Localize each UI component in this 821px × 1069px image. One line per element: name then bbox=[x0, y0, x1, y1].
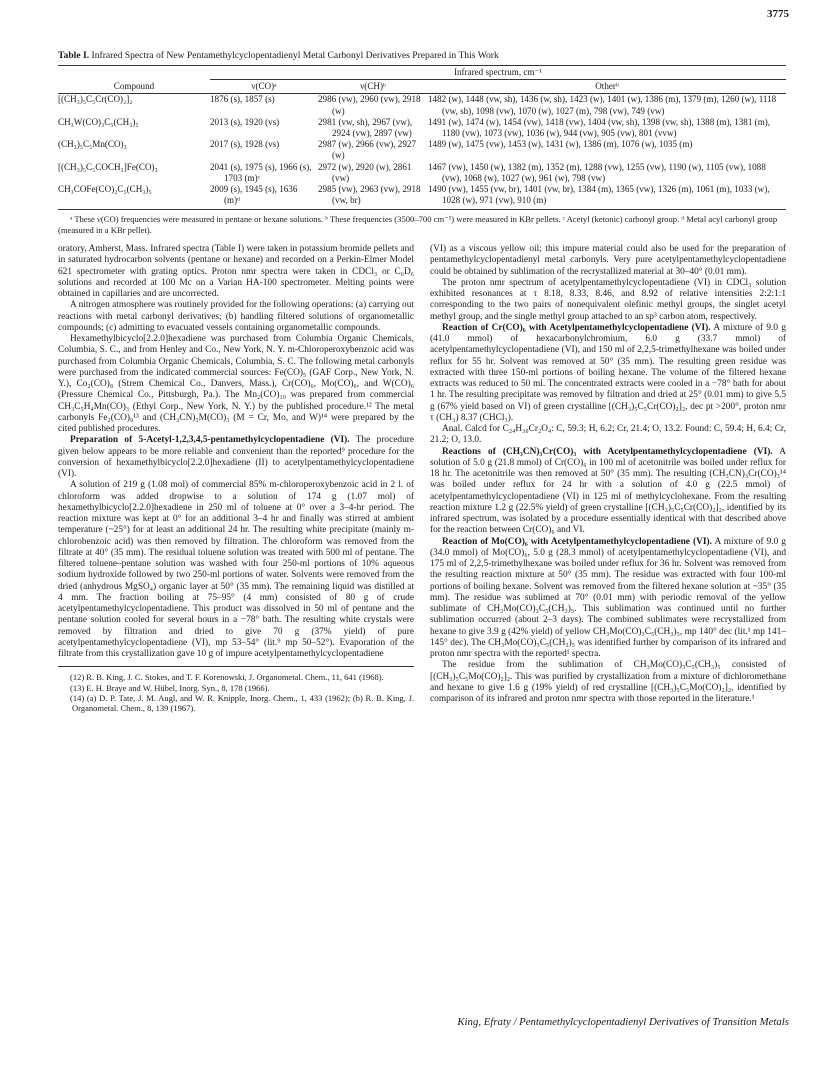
table-row bbox=[58, 162, 786, 184]
table-caption bbox=[58, 50, 786, 61]
body-columns bbox=[58, 244, 786, 713]
co-cell: 2013 (s), 1920 (vs) bbox=[210, 116, 280, 127]
co-cell: 2041 (s), 1975 (s), 1966 (s), 1703 (m)ᶜ bbox=[210, 161, 312, 183]
other-cell: 1489 (w), 1475 (vw), 1453 (w), 1431 (w), 1386 (m), 1076 (w), 1035 (m) bbox=[428, 139, 693, 150]
ch-cell: 2972 (w), 2920 (w), 2861 (vw) bbox=[318, 161, 412, 183]
section-heading: Preparation of 5-Acetyl-1,2,3,4,5-pentamethylcyclopentadiene (VI). bbox=[70, 435, 350, 446]
paragraph: (VI) as a viscous yellow oil; this impure material could also be used for the preparation of pentamethylcyclopentadienyl metal carbonyls. Very pure acetylpentamethylcyclopentadiene could be obtained by sublimation of the recrystallized material at 30–40° (0.01 mm). bbox=[430, 244, 786, 277]
paragraph: The residue from the sublimation of CH₃Mo(CO)₃C₅(CH₃)₅ consisted of [(CH₃)₅C₅Mo(CO)₂]₂. This was purified by crystallization from a mixture of dichloromethane and hexane to give 1.6 g (19% yield) of red crystalline [(CH₃)₅C₅Mo(CO)₂]₂, identified by comparison of its infrared and proton nmr spectra with those reported in the literature.¹ bbox=[430, 660, 786, 704]
reference-item: (14) (a) D. P. Tate, J. M. Augl, and W. R. Knipple, Inorg. Chem., 1, 433 (1962); (b) R. B. King, J. Organometal. Chem., 8, 139 (1967). bbox=[70, 692, 414, 714]
compound-cell: CH₃W(CO)₃C₅(CH₃)₅ bbox=[58, 116, 139, 127]
spectrum-header: Infrared spectrum, cm⁻¹ bbox=[210, 66, 786, 80]
compound-cell: CH₃COFe(CO)₂C₅(CH₃)₅ bbox=[58, 184, 152, 195]
references bbox=[58, 666, 414, 713]
compound-cell: [(CH₃)₅C₅COCH₃]Fe(CO)₃ bbox=[58, 161, 158, 172]
reference-item: (13) E. H. Braye and W. Hübel, Inorg. Syn., 8, 178 (1966). bbox=[70, 682, 270, 693]
section-heading: Reaction of Mo(CO)₆ with Acetylpentamethylcyclopentadiene (VI). bbox=[442, 536, 712, 547]
co-cell: 1876 (s), 1857 (s) bbox=[210, 94, 275, 105]
paragraph: oratory, Amherst, Mass. Infrared spectra (Table I) were taken in potassium bromide pellets and in saturated hydrocarbon solvents (pentane or hexane) and recorded on a Perkin-Elmer Model 621 spectrometer with grating optics. Proton nmr spectra were taken in CDCl₃ or C₆D₆ solutions and recorded at 100 Mc on a Varian HA-100 spectrometer. Melting points were obtained in capillaries and are uncorrected. bbox=[58, 244, 414, 299]
page-number: 3775 bbox=[767, 8, 789, 20]
section-heading: Reactions of (CH₃CN)₃Cr(CO)₃ with Acetylpentamethylcyclopentadiene (VI). bbox=[442, 446, 773, 457]
table-block bbox=[58, 50, 786, 236]
compound-cell: [(CH₃)₅C₅Cr(CO)₂]₂ bbox=[58, 94, 133, 105]
table-row bbox=[58, 184, 786, 210]
ch-cell: 2986 (vw), 2960 (vw), 2918 (w) bbox=[318, 94, 421, 116]
co-cell: 2017 (s), 1928 (vs) bbox=[210, 139, 280, 150]
ir-spectra-table bbox=[58, 66, 786, 210]
table-label: Table I. bbox=[58, 50, 90, 61]
reference-item: (12) R. B. King, J. C. Stokes, and T. F. Korenowski, J. Organometal. Chem., 11, 641 (1968). bbox=[70, 672, 384, 683]
paragraph: Reaction of Mo(CO)₆ with Acetylpentamethylcyclopentadiene (VI). A mixture of 9.0 g (34.0 mmol) of Mo(CO)₆, 5.0 g (28.3 mmol) of acetylpentamethylcyclopentadiene (VI), and 175 ml of 2,2,5-trimethylhexane was boiled under reflux for 36 hr. Solvent was removed from the resulting reaction mixture at 50° (35 mm). The residue was extracted with four 100-ml portions of boiling hexane. Solvent was removed from the filtered hexane solution at ~35° (35 mm). The residue was sublimed at 70° (0.01 mm) with periodic removal of the yellow sublimate of CH₃Mo(CO)₃C₅(CH₃)₅. This sublimation was continued until no further sublimation occurred (about 2–3 days). The combined sublimates were recrystallized from hexane to give 3.9 g (42% yield) of yellow CH₃Mo(CO)₃C₅(CH₃)₅, mp 140° dec (lit.¹ mp 141–145° dec). The CH₃Mo(CO)₃C₅(CH₃)₅ was identified further by comparison of its infrared and proton nmr spectra with the reported¹ spectra. bbox=[430, 536, 786, 659]
table-row bbox=[58, 139, 786, 161]
paragraph: Preparation of 5-Acetyl-1,2,3,4,5-pentamethylcyclopentadiene (VI). The procedure given below appears to be more reliable and convenient than the reported⁹ procedure for the conversion of hexamethylbicyclo[2.2.0]hexadiene (II) to acetylpentamethylcyclopentadiene (VI). bbox=[58, 435, 415, 479]
other-cell: 1490 (vw), 1455 (vw, br), 1401 (vw, br), 1384 (m), 1365 (vw), 1326 (m), 1061 (m), 1033 (w), 1028 (w), 971 (vw), 910 (m) bbox=[428, 184, 770, 206]
running-footer: King, Efraty / Pentamethylcyclopentadienyl Derivatives of Transition Metals bbox=[457, 1016, 789, 1028]
paragraph: A solution of 219 g (1.08 mol) of commercial 85% m-chloroperoxybenzoic acid in 2 l. of chloroform was added dropwise to a solution of 174 g (1.07 mol) of hexamethylbicyclo[2.2.0]hexadiene in 250 ml of toluene at 0° over a 3–4-hr period. The reaction mixture was kept at 0° for an additional 3–4 hr and finally was stirred at ambient temperature (~25°) for at least an additional 24 hr. The resulting white precipitate (mainly m-chlorobenzoic acid) was then removed by filtration. The chloroform was removed from the filtrate at 40° (35 mm). The residual toluene solution was treated with 500 ml of pentane. The filtered toluene–pentane solution was washed with four 250-ml portions of 10% aqueous sodium hydroxide followed by two 250-ml portions of water. Solvents were removed from the dried (anhydrous MgSO₄) organic layer at 50° (35 mm). The remaining liquid was distilled at 4 mm. The fraction boiling at 75–95° (4 mm) consisted of 80 g of crude acetylpentamethylcyclopentadiene. This product was dissolved in 50 ml of pentane and the pentane solution cooled for several hours in a −78° bath. The resulting white crystals were removed by filtration and dried to give 70 g (37% yield) of pure acetylpentamethylcyclopentadiene (VI), mp 53–54° (lit.⁹ mp 50–52°). Evaporation of the filtrate from this crystallization gave 10 g of impure acetylpentamethylcyclopentadiene bbox=[58, 480, 414, 659]
co-cell: 2009 (s), 1945 (s), 1636 (m)ᵈ bbox=[210, 184, 298, 206]
table-row bbox=[58, 117, 786, 139]
paragraph: Hexamethylbicyclo[2.2.0]hexadiene was purchased from Columbia Organic Chemicals, Columbia, S. C., and from Henley and Co., New York, N. Y. m-Chloroperoxybenzoic acid was purchased from Columbia Organic Chemicals, Columbia, S. C. The following metal carbonyls were purchased from the indicated commercial sources: Fe(CO)₅ (GAF Corp., New York, N. Y.), Co₂(CO)₈ (Strem Chemical Co., Danvers, Mass.), Cr(CO)₆, Mo(CO)₆, and W(CO)₆ (Pressure Chemical Co., Pittsburgh, Pa.). The Mn₂(CO)₁₀ was prepared from commercial CH₃C₅H₄Mn(CO)₃ (Ethyl Corp., New York, N. Y.) by the published procedure.¹² The metal carbonyls Fe₂(CO)₉¹³ and (CH₃CN)₃M(CO)₃ (M = Cr, Mo, and W)¹⁴ were prepared by the cited published procedures. bbox=[58, 334, 414, 434]
paragraph: A nitrogen atmosphere was routinely provided for the following operations: (a) carrying out reactions with metal carbonyl derivatives; (b) handling filtered solutions of organometallic compounds; (c) admitting to evacuated vessels containing organometallic compounds. bbox=[58, 300, 414, 333]
paragraph: Reactions of (CH₃CN)₃Cr(CO)₃ with Acetylpentamethylcyclopentadiene (VI). A solution of 5.0 g (21.8 mmol) of Cr(CO)₆ in 100 ml of acetonitrile was boiled under reflux for 18 hr. The acetonitrile was then removed at 50° (35 mm). The resulting (CH₃CN)₃Cr(CO)₃¹⁴ was boiled under reflux for 24 hr with a solution of 4.0 g (22.5 mmol) of acetylpentamethylcyclopentadiene (VI) in 125 ml of methylcyclohexane. From the resulting reaction mixture 1.2 g (22.5% yield) of green crystalline [(CH₃)₅C₅Cr(CO)₂]₂, identified by its infrared spectrum, was isolated by a procedure essentially identical with that described above for the reaction between Cr(CO)₆ and VI. bbox=[430, 446, 786, 536]
ch-header: ν(CH)ᵇ bbox=[360, 81, 386, 92]
other-header: Otherᵇ bbox=[595, 81, 619, 92]
compound-header: Compound bbox=[113, 80, 155, 91]
paragraph: Anal. Calcd for C₂₄H₃₀Cr₂O₄: C, 59.3; H, 6.2; Cr, 21.4; O, 13.2. Found: C, 59.4; H, 6.4; Cr, 21.2; O, 13.0. bbox=[430, 424, 786, 446]
ch-cell: 2981 (vw, sh), 2967 (vw), 2924 (vw), 2897 (vw) bbox=[318, 116, 413, 139]
other-cell: 1467 (vw), 1450 (w), 1382 (m), 1352 (m), 1288 (vw), 1255 (vw), 1190 (w), 1105 (vw), 1088 (vw), 1068 (w), 1027 (w), 961 (w), 798 (vw) bbox=[428, 161, 766, 183]
table-caption-text: Infrared Spectra of New Pentamethylcyclopentadienyl Metal Carbonyl Derivatives Prepared in This Work bbox=[91, 50, 499, 61]
left-column bbox=[58, 244, 414, 713]
ch-cell: 2985 (vw), 2963 (vw), 2918 (vw, br) bbox=[318, 184, 421, 206]
ch-cell: 2987 (w), 2966 (vw), 2927 (w) bbox=[318, 139, 416, 161]
right-column bbox=[430, 244, 786, 713]
paragraph: Reaction of Cr(CO)₆ with Acetylpentamethylcyclopentadiene (VI). A mixture of 9.0 g (41.0 mmol) of hexacarbonylchromium, 6.0 g (33.7 mmol) of acetylpentamethylcyclopentadiene (VI), and 150 ml of 2,2,5-trimethylhexane was boiled under reflux for 55 hr. Solvent was removed at 50° (35 mm). The resulting green residue was extracted with three 150-ml portions of boiling hexane. The volume of the filtered hexane extracts was reduced to 50 ml. The concentrated extracts were cooled in a −78° bath for about 1 hr. The resulting precipitate was removed by filtration and dried at 25° (0.01 mm) to give 5.5 g (67% yield based on VI) of green crystalline [(CH₃)₅C₅Cr(CO)₂]₂, dec pt >200°, proton nmr τ (CH₃) 8.37 (CHCl₃). bbox=[430, 322, 786, 423]
section-heading: Reaction of Cr(CO)₆ with Acetylpentamethylcyclopentadiene (VI). bbox=[442, 322, 711, 333]
other-cell: 1491 (w), 1474 (w), 1454 (vw), 1418 (vw), 1404 (vw, sh), 1398 (vw, sh), 1388 (m), 1381 (m), 1180 (vw), 1073 (vw), 1036 (w), 944 (vw), 905 (vw), 801 (vvw) bbox=[428, 116, 771, 139]
other-cell: 1482 (w), 1448 (vw, sh), 1436 (w, sh), 1423 (w), 1401 (w), 1386 (m), 1379 (m), 1260 (w), 1118 (vw, sh), 1098 (vw), 1070 (w), 1027 (m), 798 (vw), 749 (vw) bbox=[428, 94, 777, 116]
compound-cell: (CH₃)₅C₅Mn(CO)₃ bbox=[58, 139, 127, 150]
paragraph: The proton nmr spectrum of acetylpentamethylcyclopentadiene (VI) in CDCl₃ solution exhibited resonances at τ 8.18, 8.33, 8.46, and 8.92 of relative intensities 2:2:1:1 corresponding to the two pairs of nonequivalent olefinic methyl groups, the singlet acetyl methyl group, and the single methyl group attached to an sp³ carbon atom, respectively. bbox=[430, 277, 786, 322]
table-footnotes: ᵃ These ν(CO) frequencies were measured in pentane or hexane solutions. ᵇ These frequencies (3500–700 cm⁻¹) were measured in KBr pellets. ᶜ Acetyl (ketonic) carbonyl group. ᵈ Metal acyl carbonyl group (measured in a KBr pellet). bbox=[58, 214, 778, 236]
co-header: ν(CO)ᵃ bbox=[251, 81, 277, 92]
table-row bbox=[58, 94, 786, 117]
